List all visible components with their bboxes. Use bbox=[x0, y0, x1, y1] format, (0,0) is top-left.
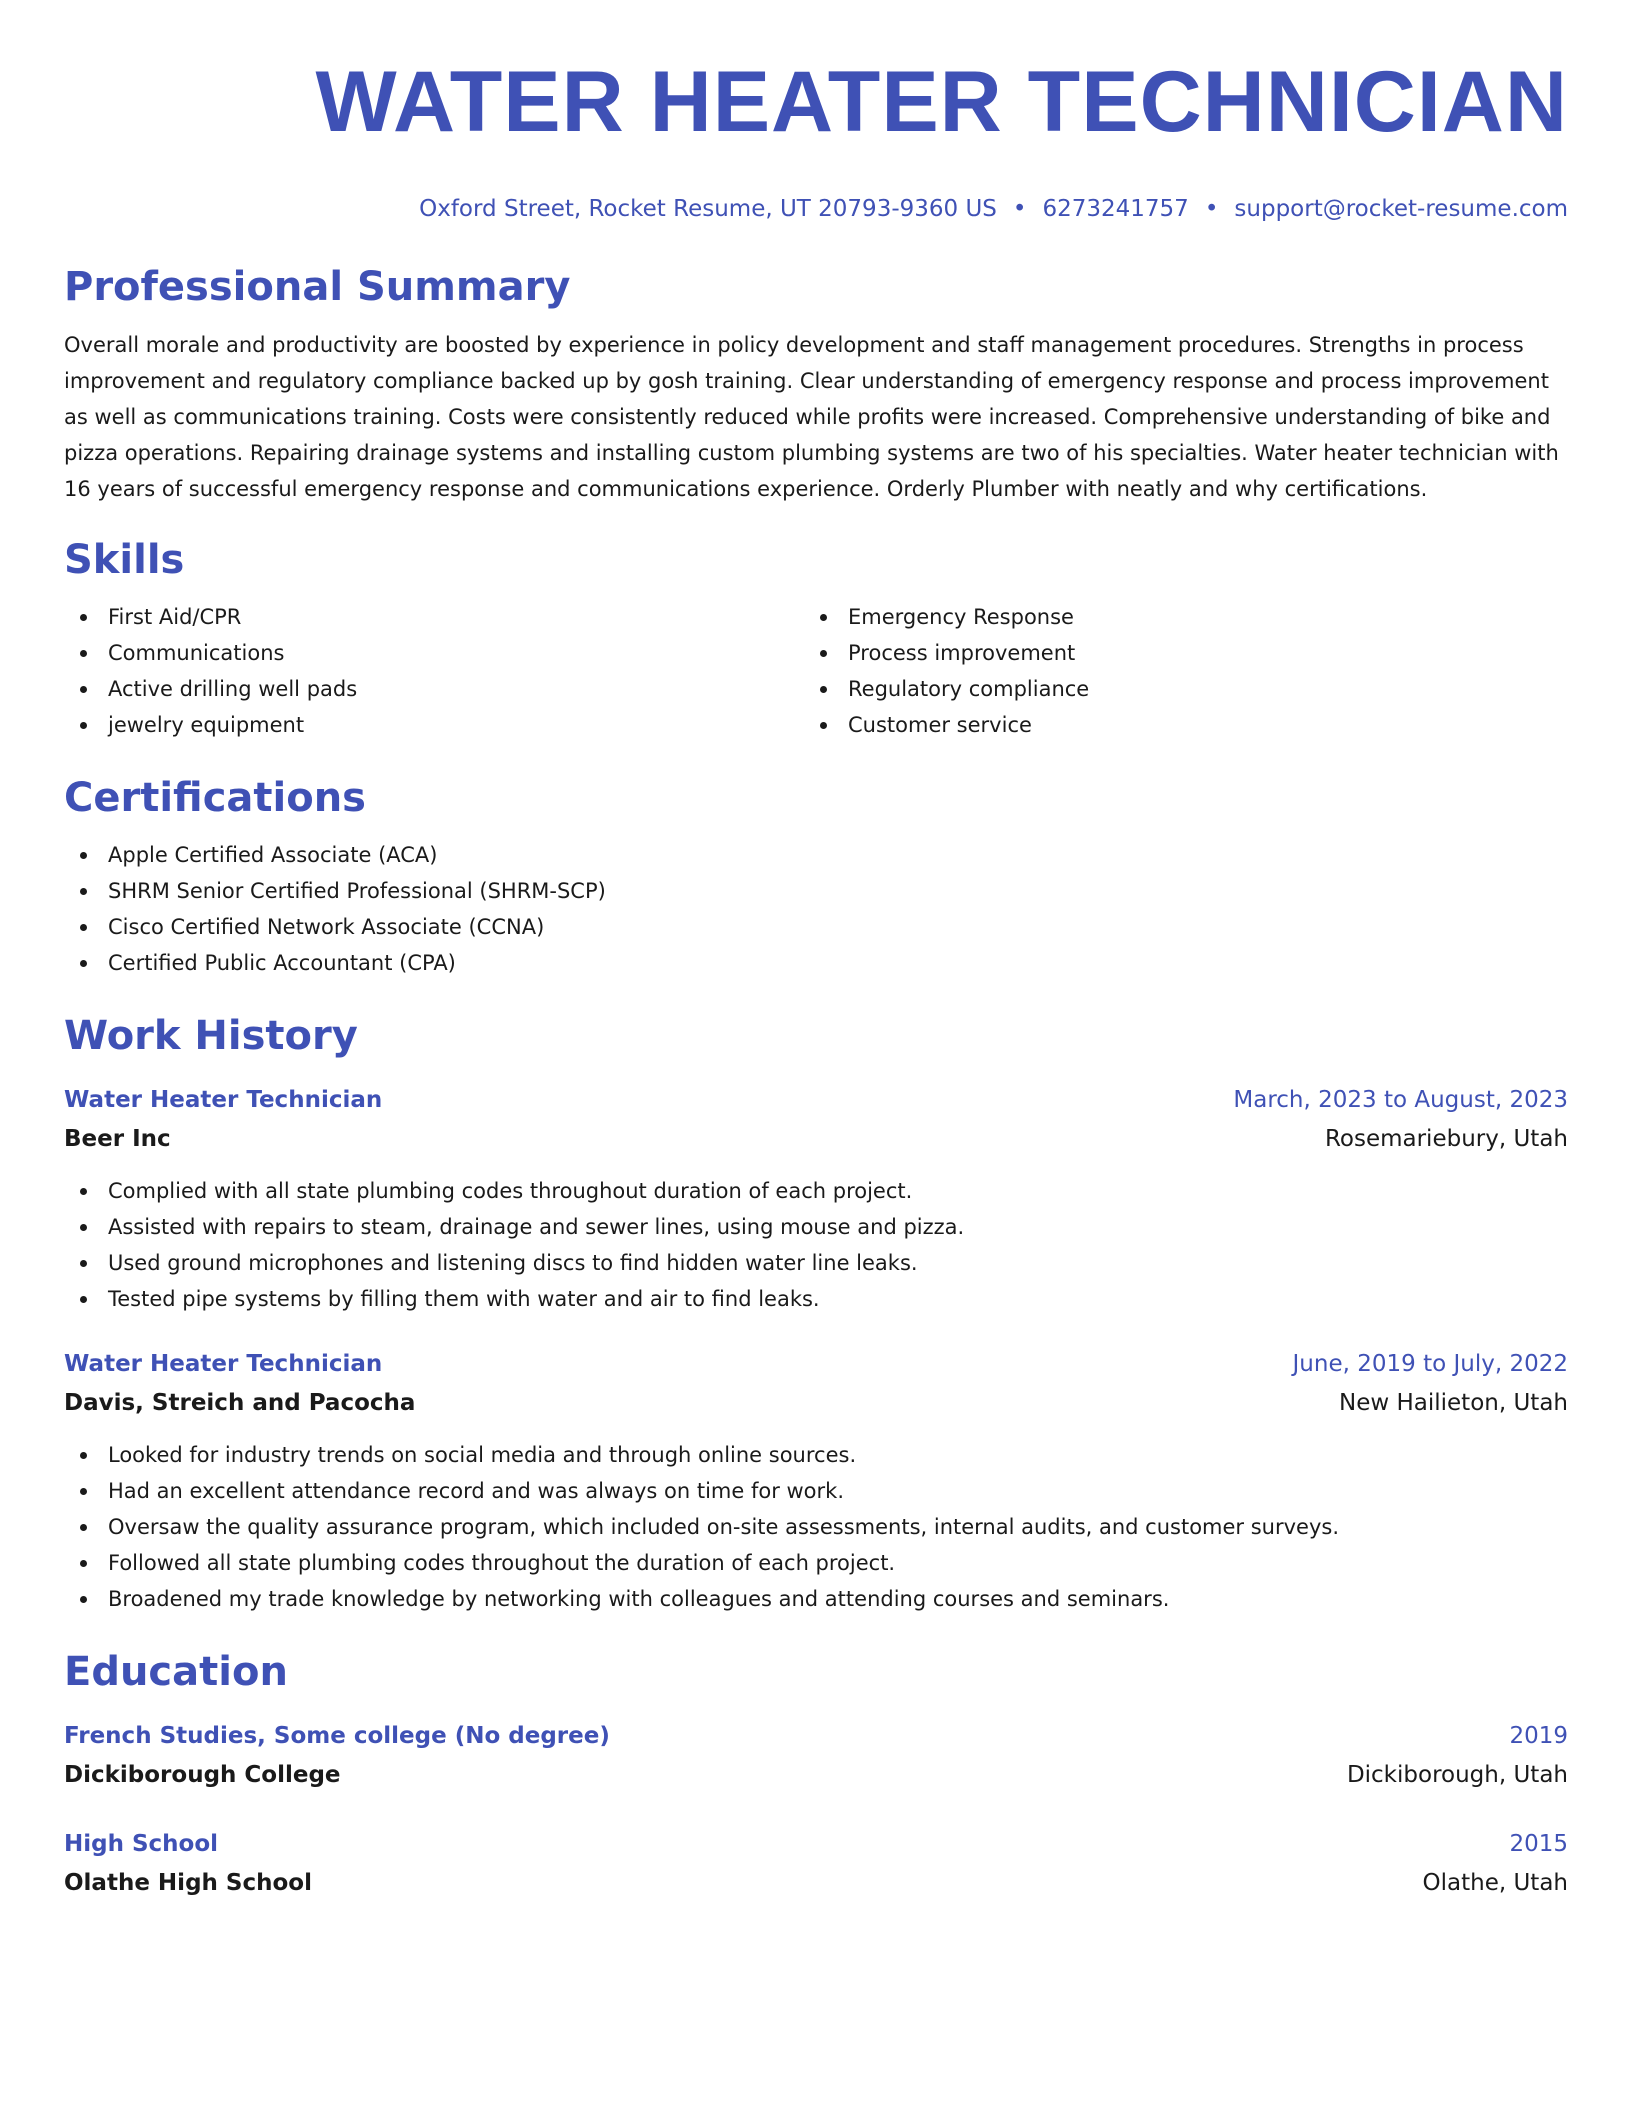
section-title-summary: Professional Summary bbox=[64, 264, 571, 310]
job-company: Beer Inc bbox=[64, 1126, 171, 1152]
job-bullet: Had an excellent attendance record and was always on time for work. bbox=[64, 1473, 1568, 1509]
candidate-name: WATER HEATER TECHNICIAN bbox=[315, 54, 1568, 150]
job-entry bbox=[64, 1345, 1568, 1617]
skill-item: Regulatory compliance bbox=[804, 671, 1544, 707]
certification-item: Cisco Certified Network Associate (CCNA) bbox=[64, 909, 1568, 945]
job-bullet: Complied with all state plumbing codes throughout duration of each project. bbox=[64, 1173, 1568, 1209]
skills-list bbox=[64, 599, 1568, 743]
job-bullet: Assisted with repairs to steam, drainage and sewer lines, using mouse and pizza. bbox=[64, 1209, 1568, 1245]
education-location: Olathe, Utah bbox=[1422, 1870, 1568, 1896]
skill-item: Active drilling well pads bbox=[64, 671, 804, 707]
education-header bbox=[64, 1825, 1568, 1863]
education-year: 2019 bbox=[1509, 1723, 1568, 1749]
section-title-certifications: Certifications bbox=[64, 775, 366, 821]
summary-text: Overall morale and productivity are boosted by experience in policy development and staff management procedures. Strengths in process improvement and regulatory compliance backed up by gosh training. Clear understanding of emergency response and process improvement as well as communications training. Costs were consistently reduced while profits were increased. Comprehensive understanding of bike and pizza operations. Repairing drainage systems and installing custom plumbing systems are two of his specialties. Water heater technician with 16 years of successful emergency response and communications experience. Orderly Plumber with neatly and why certifications. bbox=[64, 333, 1559, 501]
section-title-work-history: Work History bbox=[64, 1013, 358, 1059]
job-entry bbox=[64, 1081, 1568, 1317]
education-entry bbox=[64, 1825, 1568, 1903]
job-dates: June, 2019 to July, 2022 bbox=[1292, 1351, 1568, 1377]
contact-email[interactable]: support@rocket-resume.com bbox=[1234, 196, 1568, 222]
certifications-list bbox=[64, 837, 1568, 981]
job-position: Water Heater Technician bbox=[64, 1351, 383, 1377]
contact-address: Oxford Street, Rocket Resume, UT 20793-9360 US bbox=[419, 196, 997, 222]
job-position: Water Heater Technician bbox=[64, 1087, 383, 1113]
education-header bbox=[64, 1717, 1568, 1755]
separator-dot: • bbox=[1204, 196, 1219, 222]
education-subheader bbox=[64, 1755, 1568, 1795]
job-bullet: Broadened my trade knowledge by networking with colleagues and attending courses and seminars. bbox=[64, 1581, 1568, 1617]
education-location: Dickiborough, Utah bbox=[1346, 1762, 1568, 1788]
job-dates: March, 2023 to August, 2023 bbox=[1233, 1087, 1568, 1113]
job-bullet: Used ground microphones and listening discs to find hidden water line leaks. bbox=[64, 1245, 1568, 1281]
job-bullet: Tested pipe systems by filling them with water and air to find leaks. bbox=[64, 1281, 1568, 1317]
section-title-skills: Skills bbox=[64, 537, 185, 583]
job-bullets bbox=[64, 1173, 1568, 1317]
education-school: Dickiborough College bbox=[64, 1762, 341, 1788]
skill-item: Emergency Response bbox=[804, 599, 1544, 635]
skill-item: First Aid/CPR bbox=[64, 599, 804, 635]
certification-item: SHRM Senior Certified Professional (SHRM-SCP) bbox=[64, 873, 1568, 909]
education-subheader bbox=[64, 1863, 1568, 1903]
education-school: Olathe High School bbox=[64, 1870, 312, 1896]
skill-item: jewelry equipment bbox=[64, 707, 804, 743]
skills-column-left bbox=[64, 599, 804, 743]
skill-item: Customer service bbox=[804, 707, 1544, 743]
education-entry bbox=[64, 1717, 1568, 1795]
job-header bbox=[64, 1081, 1568, 1119]
education-degree: High School bbox=[64, 1831, 219, 1857]
skill-item: Communications bbox=[64, 635, 804, 671]
skill-item: Process improvement bbox=[804, 635, 1544, 671]
separator-dot: • bbox=[1012, 196, 1027, 222]
education-degree: French Studies, Some college (No degree) bbox=[64, 1723, 610, 1749]
skills-column-right bbox=[804, 599, 1544, 743]
section-title-education: Education bbox=[64, 1649, 288, 1695]
job-bullet: Oversaw the quality assurance program, which included on-site assessments, internal audits, and customer surveys. bbox=[64, 1509, 1568, 1545]
education-year: 2015 bbox=[1509, 1831, 1568, 1857]
job-bullets bbox=[64, 1437, 1568, 1617]
job-header bbox=[64, 1345, 1568, 1383]
job-bullet: Looked for industry trends on social media and through online sources. bbox=[64, 1437, 1568, 1473]
job-location: New Hailieton, Utah bbox=[1338, 1390, 1568, 1416]
certification-item: Certified Public Accountant (CPA) bbox=[64, 945, 1568, 981]
job-company: Davis, Streich and Pacocha bbox=[64, 1390, 416, 1416]
contact-line bbox=[64, 194, 1568, 224]
certification-item: Apple Certified Associate (ACA) bbox=[64, 837, 1568, 873]
job-location: Rosemariebury, Utah bbox=[1324, 1126, 1568, 1152]
job-subheader bbox=[64, 1383, 1568, 1423]
contact-phone: 6273241757 bbox=[1042, 196, 1189, 222]
job-subheader bbox=[64, 1119, 1568, 1159]
job-bullet: Followed all state plumbing codes throughout the duration of each project. bbox=[64, 1545, 1568, 1581]
